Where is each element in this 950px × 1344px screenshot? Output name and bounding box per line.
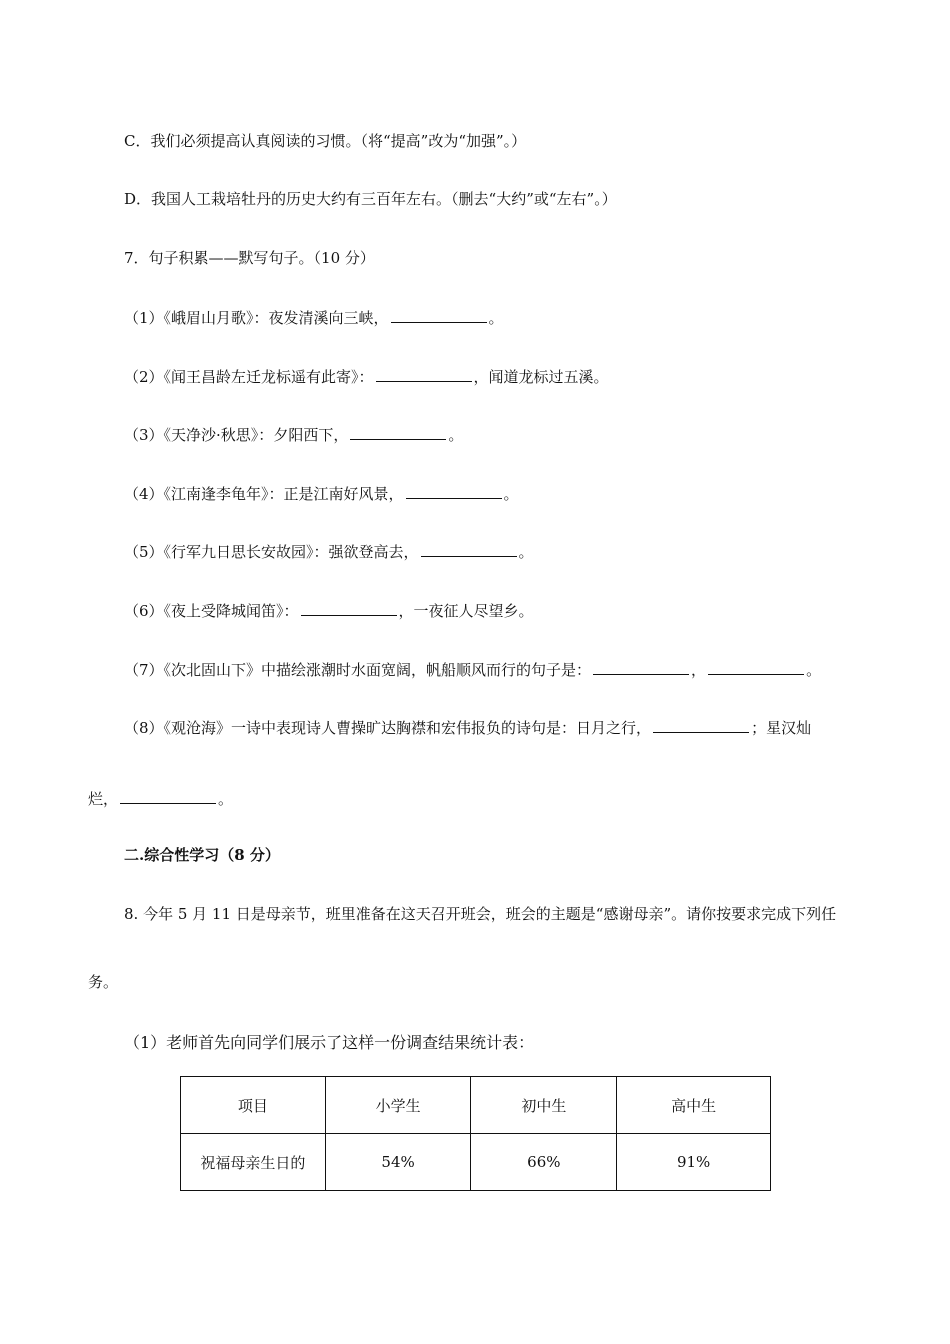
question-7-title: 7．句子积累——默写句子。（10 分） [124,249,375,267]
table-header-cell: 项目 [181,1077,326,1134]
answer-blank[interactable] [350,424,446,440]
answer-blank[interactable] [120,788,216,804]
table-header-cell: 高中生 [617,1077,771,1134]
question-8-text: 8. 今年 5 月 11 日是母亲节，班里准备在这天召开班会，班会的主题是“感谢母亲”。请你按要求完成下列任 [124,905,837,923]
table-header-cell: 初中生 [471,1077,617,1134]
answer-blank[interactable] [708,659,804,675]
option-c: C．我们必须提高认真阅读的习惯。（将“提高”改为“加强”。） [124,132,527,150]
q7-item-1: （1）《峨眉山月歌》：夜发清溪向三峡， 。 [124,309,504,327]
table-cell: 54% [325,1134,471,1191]
table-header-cell: 小学生 [325,1077,471,1134]
q8-sub-1: （1）老师首先向同学们展示了这样一份调查结果统计表： [124,1033,535,1052]
answer-blank[interactable] [653,717,749,733]
q7-item-4: （4）《江南逢李龟年》：正是江南好风景， 。 [124,485,519,503]
answer-blank[interactable] [376,366,472,382]
answer-blank[interactable] [593,659,689,675]
q7-item-5: （5）《行军九日思长安故园》：强欲登高去， 。 [124,543,534,561]
table-cell: 祝福母亲生日的 [181,1134,326,1191]
question-8-text-continued: 务。 [88,973,119,991]
q7-item-2: （2）《闻王昌龄左迁龙标遥有此寄》： ，闻道龙标过五溪。 [124,368,609,386]
q7-item-3: （3）《天净沙·秋思》：夕阳西下， 。 [124,426,464,444]
q7-item-8: （8）《观沧海》一诗中表现诗人曹操旷达胸襟和宏伟报负的诗句是：日月之行， ；星汉灿 [124,719,812,737]
table-row [181,1134,771,1191]
survey-table [180,1076,771,1191]
answer-blank[interactable] [301,600,397,616]
section-2-heading: 二.综合性学习（8 分） [124,846,280,864]
table-cell: 66% [471,1134,617,1191]
answer-blank[interactable] [391,307,487,323]
answer-blank[interactable] [421,541,517,557]
table-cell: 91% [617,1134,771,1191]
table-header-row [181,1077,771,1134]
answer-blank[interactable] [406,483,502,499]
q7-item-6: （6）《夜上受降城闻笛》： ，一夜征人尽望乡。 [124,602,534,620]
q7-item-8-continued: 烂， 。 [88,790,234,808]
q7-item-7: （7）《次北固山下》中描绘涨潮时水面宽阔，帆船顺风而行的句子是： ， 。 [124,661,822,679]
option-d: D．我国人工栽培牡丹的历史大约有三百年左右。（删去“大约”或“左右”。） [124,190,617,208]
